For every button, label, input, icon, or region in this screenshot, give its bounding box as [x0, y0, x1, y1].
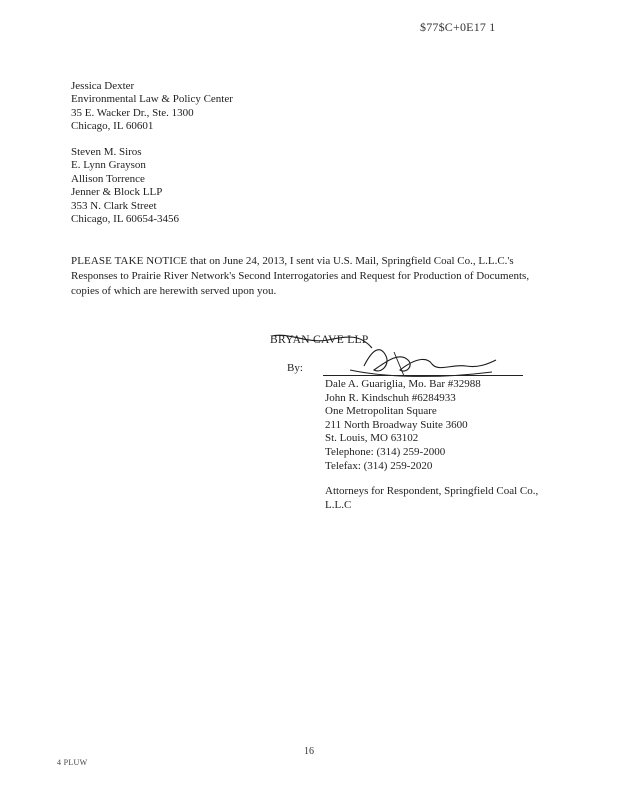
address-line: Allison Torrence [71, 172, 145, 185]
by-label: By: [287, 362, 303, 374]
recipient-address-2 [71, 146, 179, 226]
footer-code: 4 PLUW [57, 758, 88, 767]
address-line: Steven M. Siros [71, 146, 142, 158]
attorneys-for: Attorneys for Respondent, Springfield Coal Co., L.L.C [325, 485, 539, 511]
notice-paragraph [71, 254, 551, 299]
recipient-address-1 [71, 80, 233, 134]
page-number: 16 [304, 746, 314, 757]
address-line: 353 N. Clark Street [71, 199, 157, 212]
notice-body: that on June 24, 2013, I sent via U.S. Mail, Springfield Coal Co., L.L.C.'s Responses to Prairie River Network's Second Interrogatories and Request for Production of Documents, copies of which are herewith served upon you. [71, 255, 530, 297]
signer-details [325, 378, 481, 473]
signer-line: Dale A. Guariglia, Mo. Bar #32988 [325, 378, 481, 390]
address-line: Jenner & Block LLP [71, 186, 163, 199]
signature-line [323, 375, 523, 376]
signer-line: Telefax: (314) 259-2020 [325, 459, 433, 472]
address-line: Chicago, IL 60601 [71, 120, 154, 133]
address-line: Chicago, IL 60654-3456 [71, 213, 180, 226]
signer-line: 211 North Broadway Suite 3600 [325, 418, 468, 431]
address-line: 35 E. Wacker Dr., Ste. 1300 [71, 106, 194, 119]
notice-lead: PLEASE TAKE NOTICE [71, 255, 188, 267]
signer-line: St. Louis, MO 63102 [325, 432, 419, 445]
signer-line: Telephone: (314) 259-2000 [325, 445, 446, 458]
firm-name: BRYAN CAVE LLP [270, 334, 369, 346]
address-line: E. Lynn Grayson [71, 159, 146, 172]
document-id: $77$C+0E17 1 [420, 20, 496, 34]
signer-line: John R. Kindschuh #6284933 [325, 391, 456, 404]
address-line: Environmental Law & Policy Center [71, 93, 233, 106]
address-line: Jessica Dexter [71, 80, 135, 92]
signer-line: One Metropolitan Square [325, 405, 437, 418]
